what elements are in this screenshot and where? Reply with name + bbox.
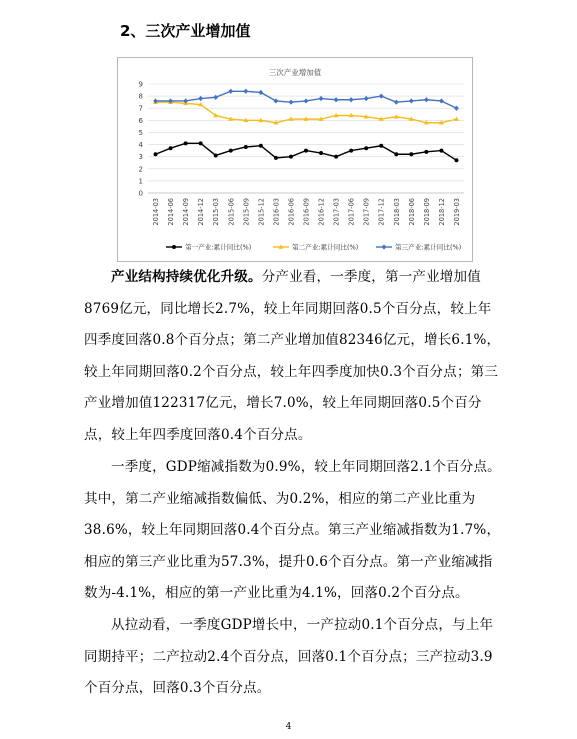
chart-svg bbox=[118, 58, 472, 261]
data-point bbox=[198, 96, 203, 101]
x-tick-label: 2015-03 bbox=[212, 198, 221, 226]
data-point bbox=[172, 245, 176, 249]
x-tick-label: 2018-06 bbox=[407, 198, 416, 226]
data-point bbox=[382, 244, 387, 249]
line-chart bbox=[117, 57, 473, 262]
data-point bbox=[244, 145, 248, 149]
x-tick-label: 2016-06 bbox=[287, 198, 296, 226]
data-point bbox=[379, 144, 383, 148]
data-point bbox=[274, 98, 279, 103]
section-heading: 2、三次产业增加值 bbox=[120, 22, 251, 40]
x-tick-label: 2017-03 bbox=[332, 198, 341, 226]
legend-label: 第二产业:累计同比(%) bbox=[292, 243, 359, 252]
y-tick-label: 3 bbox=[138, 153, 143, 162]
data-point bbox=[319, 151, 323, 155]
data-point bbox=[304, 98, 309, 103]
data-point bbox=[454, 117, 459, 121]
x-tick-label: 2017-06 bbox=[347, 198, 356, 226]
x-tick-label: 2014-09 bbox=[182, 198, 191, 226]
data-point bbox=[229, 149, 233, 153]
paragraph-industry-structure bbox=[84, 262, 501, 452]
data-point bbox=[349, 97, 354, 102]
x-tick-label: 2016-09 bbox=[302, 198, 311, 226]
x-tick-label: 2019-03 bbox=[452, 198, 461, 226]
x-tick-label: 2018-09 bbox=[422, 198, 431, 226]
x-tick-label: 2017-09 bbox=[362, 198, 371, 226]
data-point bbox=[319, 96, 324, 101]
data-point bbox=[409, 152, 413, 156]
data-point bbox=[228, 89, 233, 94]
chart-title: 三次产业增加值 bbox=[268, 68, 322, 77]
data-point bbox=[394, 152, 398, 156]
paragraph-text: 分产业看，一季度，第一产业增加值8769亿元，同比增长2.7%，较上年同期回落0.5个百分点，较上年四季度回落0.8个百分点；第二产业增加值82346亿元，增长6.1%，较上年同期回落0.2个百分点，较上年四季度加快0.3个百分点；第三产业增加值122317亿元，增长7.0%，较上年同期回落0.5个百分点，较上年四季度回落0.4个百分点。 bbox=[84, 269, 501, 443]
data-point bbox=[289, 155, 293, 159]
x-tick-label: 2015-09 bbox=[242, 198, 251, 226]
data-point bbox=[364, 96, 369, 101]
y-tick-label: 2 bbox=[138, 165, 143, 174]
data-point bbox=[454, 158, 458, 162]
data-point bbox=[334, 97, 339, 102]
y-tick-label: 0 bbox=[138, 189, 143, 198]
data-point bbox=[169, 146, 173, 150]
data-point bbox=[289, 100, 294, 105]
y-tick-label: 1 bbox=[138, 177, 143, 186]
data-point bbox=[349, 149, 353, 153]
x-tick-label: 2016-12 bbox=[317, 198, 326, 226]
legend-label: 第一产业:累计同比(%) bbox=[185, 243, 252, 252]
data-point bbox=[454, 106, 459, 111]
x-tick-label: 2017-12 bbox=[377, 198, 386, 226]
y-tick-label: 7 bbox=[138, 104, 143, 113]
legend-label: 第三产业:累计同比(%) bbox=[395, 243, 462, 252]
x-tick-label: 2014-03 bbox=[152, 198, 161, 226]
data-point bbox=[259, 144, 263, 148]
data-point bbox=[154, 152, 158, 156]
x-tick-label: 2015-12 bbox=[257, 198, 266, 226]
data-point bbox=[184, 141, 188, 145]
y-tick-label: 8 bbox=[138, 92, 143, 101]
data-point bbox=[214, 153, 218, 157]
data-point bbox=[258, 90, 263, 95]
paragraph-text: 从拉动看，一季度GDP增长中，一产拉动0.1个百分点，与上年同期持平；二产拉动2.4个百分点，回落0.1个百分点；三产拉动3.9个百分点，回落0.3个百分点。 bbox=[84, 617, 494, 697]
x-tick-label: 2014-12 bbox=[197, 198, 206, 226]
y-tick-label: 4 bbox=[138, 141, 143, 150]
data-point bbox=[243, 89, 248, 94]
y-tick-label: 5 bbox=[138, 128, 143, 137]
x-tick-label: 2015-06 bbox=[227, 198, 236, 226]
data-point bbox=[199, 141, 203, 145]
data-point bbox=[213, 95, 218, 100]
x-tick-label: 2018-03 bbox=[392, 198, 401, 226]
x-tick-label: 2014-06 bbox=[167, 198, 176, 226]
paragraph-lead: 产业结构持续优化升级。 bbox=[111, 269, 262, 285]
x-tick-label: 2018-12 bbox=[437, 198, 446, 226]
y-tick-label: 9 bbox=[138, 80, 143, 89]
paragraph-gdp-deflator bbox=[84, 452, 501, 610]
data-point bbox=[364, 146, 368, 150]
page-number: 4 bbox=[285, 722, 292, 732]
data-point bbox=[334, 155, 338, 159]
paragraph-text: 一季度，GDP缩减指数为0.9%，较上年同期回落2.1个百分点。其中，第二产业缩减指数偏低、为0.2%，相应的第二产业比重为38.6%，较上年同期回落0.4个百分点。第三产业缩减指数为1.7%，相应的第三产业比重为57.3%，提升0.6个百分点。第一产业缩减指数为-4.1%，相应的第一产业比重为4.1%，回落0.2个百分点。 bbox=[84, 459, 501, 602]
data-point bbox=[409, 98, 414, 103]
data-point bbox=[304, 149, 308, 153]
data-point bbox=[274, 156, 278, 160]
y-tick-label: 6 bbox=[138, 116, 143, 125]
paragraph-contribution bbox=[84, 610, 501, 705]
data-point bbox=[424, 150, 428, 154]
data-point bbox=[439, 149, 443, 153]
data-point bbox=[394, 100, 399, 105]
x-tick-label: 2016-03 bbox=[272, 198, 281, 226]
data-point bbox=[379, 94, 384, 99]
data-point bbox=[439, 98, 444, 103]
data-point bbox=[424, 97, 429, 102]
